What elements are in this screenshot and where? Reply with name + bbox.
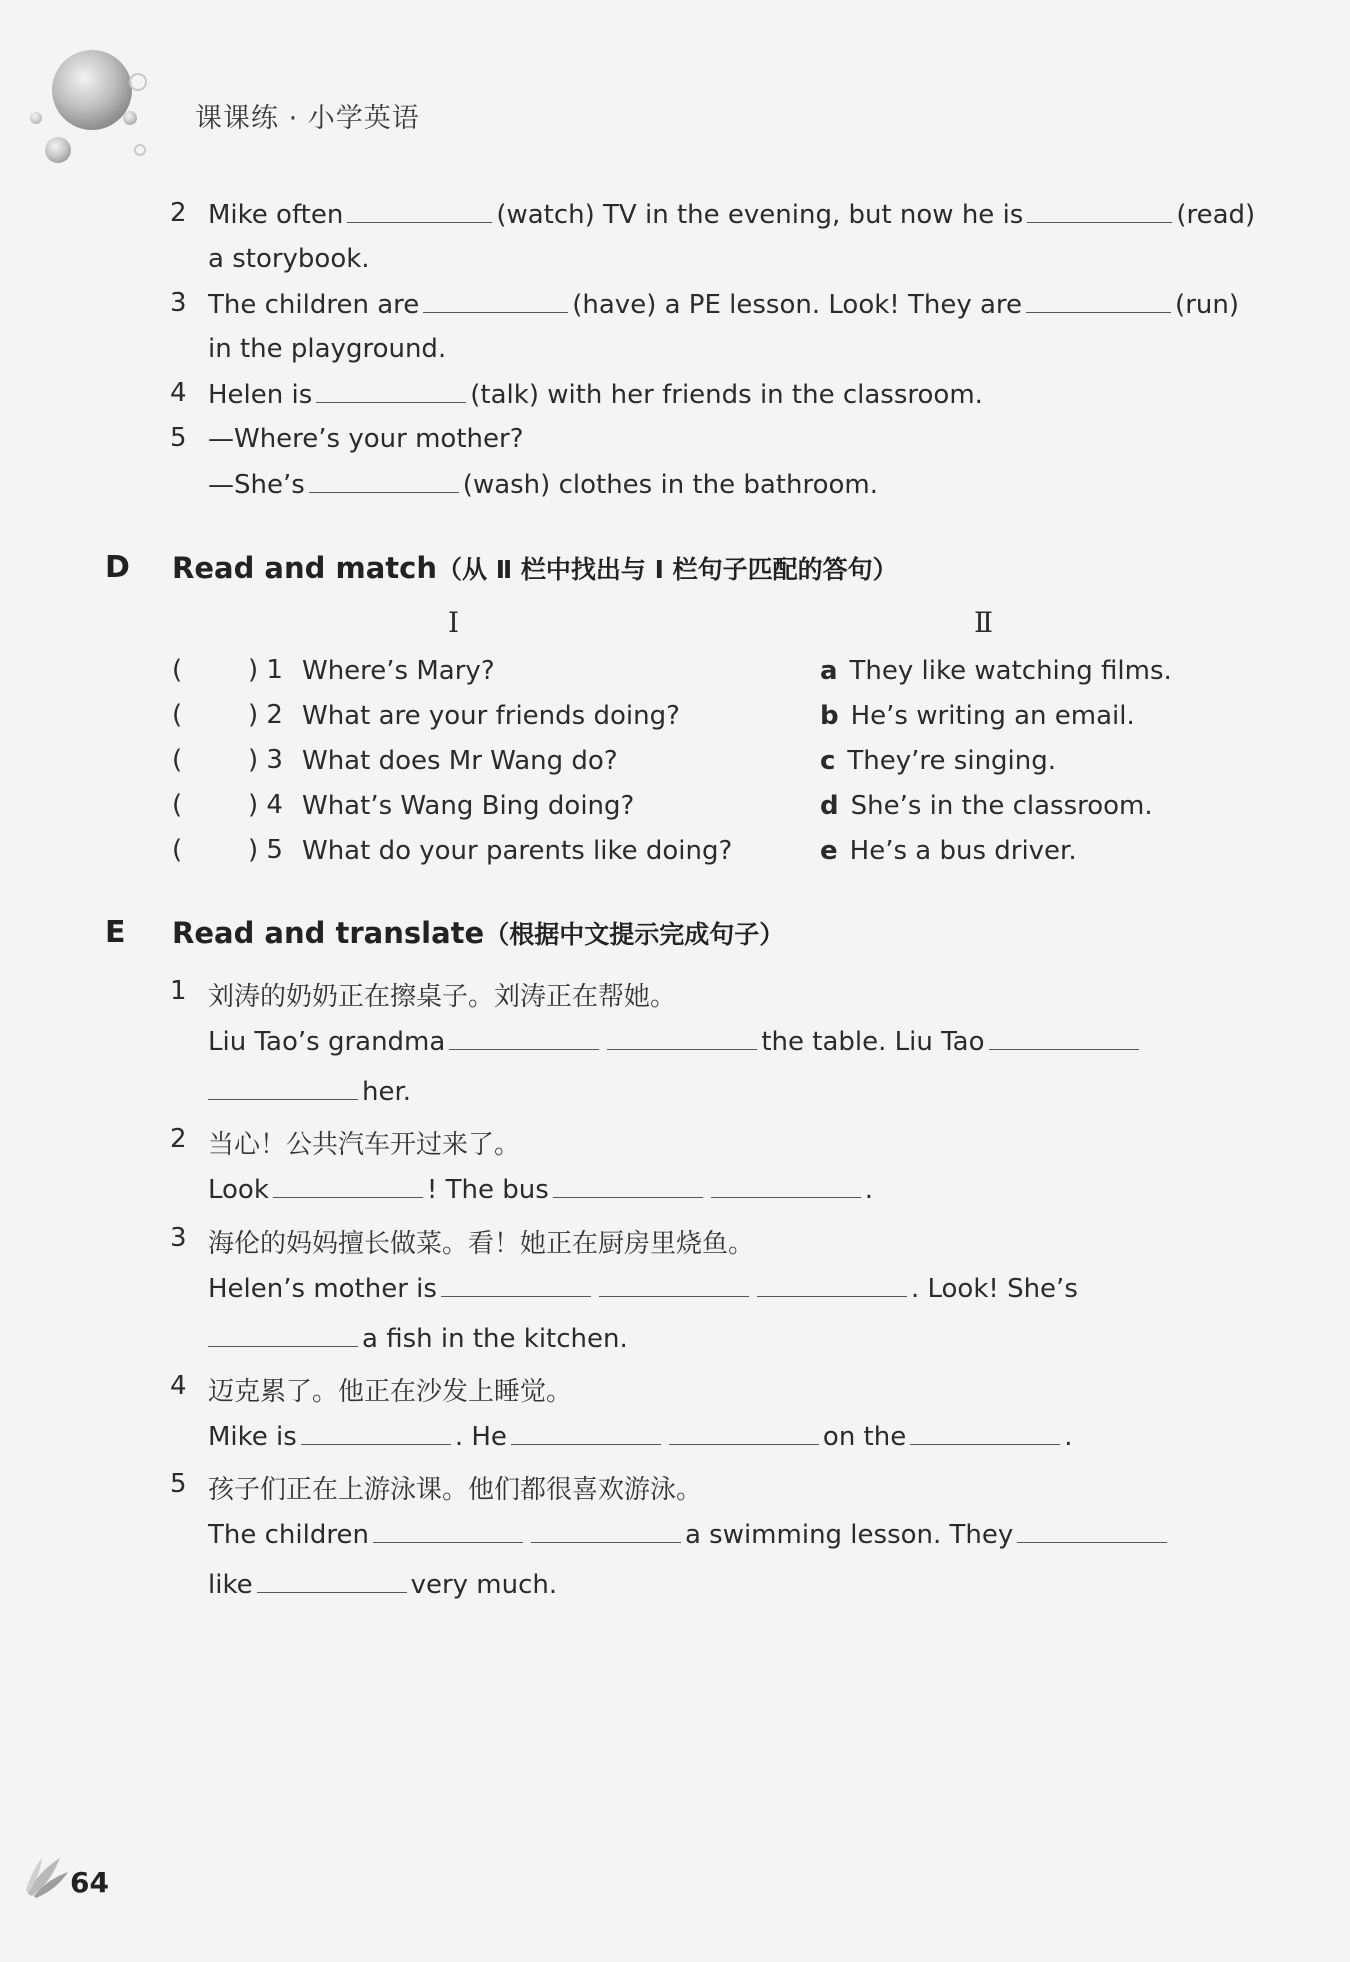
answer-paren-close: ) 4 [248, 790, 283, 820]
text-segment: Helen is [208, 380, 313, 410]
text-segment: (watch) TV in the evening, but now he is [496, 200, 1024, 230]
answer-letter: d [820, 791, 839, 821]
answer-letter: c [820, 746, 836, 776]
answer-blank[interactable] [1017, 1518, 1167, 1543]
section-letter: D [105, 550, 130, 585]
section-title-cn: （根据中文提示完成句子） [484, 920, 785, 949]
item-number: 4 [170, 1371, 187, 1401]
column-heading-1: Ⅰ [448, 606, 460, 639]
match-answer [820, 790, 1153, 822]
answer-paren-close: ) 1 [248, 655, 283, 685]
match-question: What does Mr Wang do? [302, 746, 618, 776]
section-title [172, 550, 898, 586]
answer-blank[interactable] [301, 1420, 451, 1445]
chinese-prompt: 孩子们正在上游泳课。他们都很喜欢游泳。 [208, 1475, 703, 1505]
text-segment: Liu Tao’s grandma [208, 1027, 446, 1057]
exercise-line [208, 1025, 1143, 1058]
text-segment: —She’s [208, 470, 305, 500]
answer-blank[interactable] [607, 1025, 757, 1050]
text-segment: her. [362, 1077, 412, 1107]
section-title-en: Read and match [172, 551, 437, 585]
text-segment: . [1064, 1422, 1073, 1452]
leaf-icon [24, 1850, 72, 1900]
text-segment: (wash) clothes in the bathroom. [462, 470, 879, 500]
chinese-prompt: 当心！公共汽车开过来了。 [208, 1130, 521, 1160]
section-title [172, 915, 784, 951]
match-answer [820, 700, 1135, 732]
item-number: 3 [170, 288, 187, 318]
text-segment: ! The bus [426, 1175, 549, 1205]
answer-blank[interactable] [208, 1075, 358, 1100]
answer-letter: a [820, 656, 838, 686]
match-question: What are your friends doing? [302, 701, 680, 731]
answer-paren-close: ) 2 [248, 700, 283, 730]
answer-paren-open: ( [172, 700, 183, 730]
answer-text: They’re singing. [847, 746, 1057, 776]
item-number: 3 [170, 1223, 187, 1253]
answer-blank[interactable] [910, 1420, 1060, 1445]
book-title: 课课练 · 小学英语 [195, 103, 420, 134]
answer-blank[interactable] [347, 198, 492, 223]
answer-text: He’s a bus driver. [849, 836, 1077, 866]
text-segment: in the playground. [208, 334, 447, 364]
answer-blank[interactable] [989, 1025, 1139, 1050]
chinese-prompt: 海伦的妈妈擅长做菜。看！她正在厨房里烧鱼。 [208, 1229, 755, 1259]
answer-text: They like watching films. [849, 656, 1172, 686]
text-segment: Mike often [208, 200, 344, 230]
answer-blank[interactable] [441, 1272, 591, 1297]
answer-blank[interactable] [669, 1420, 819, 1445]
text-segment: like [208, 1570, 253, 1600]
answer-text: He’s writing an email. [850, 701, 1135, 731]
exercise-line [208, 1420, 1073, 1453]
answer-blank[interactable] [423, 288, 568, 313]
section-title-en: Read and translate [172, 916, 485, 950]
page-number: 64 [70, 1866, 109, 1899]
answer-blank[interactable] [273, 1173, 423, 1198]
text-segment: Look [208, 1175, 269, 1205]
item-number: 5 [170, 1469, 187, 1499]
answer-paren-open: ( [172, 745, 183, 775]
answer-blank[interactable] [309, 468, 459, 493]
exercise-line [208, 198, 1255, 231]
answer-text: She’s in the classroom. [850, 791, 1153, 821]
match-answer [820, 745, 1056, 777]
answer-paren-close: ) 3 [248, 745, 283, 775]
chinese-prompt: 刘涛的奶奶正在擦桌子。刘涛正在帮她。 [208, 982, 677, 1012]
section-title-cn: （从 Ⅱ 栏中找出与 Ⅰ 栏句子匹配的答句） [436, 555, 898, 584]
answer-blank[interactable] [1027, 198, 1172, 223]
match-answer [820, 835, 1077, 867]
text-segment: . [864, 1175, 874, 1205]
text-segment: a swimming lesson. They [684, 1520, 1014, 1550]
exercise-line [208, 1568, 557, 1601]
item-number: 5 [170, 423, 187, 453]
exercise-line [208, 288, 1239, 321]
exercise-line [208, 468, 878, 501]
text-segment: a fish in the kitchen. [362, 1324, 628, 1354]
item-number: 2 [170, 198, 187, 228]
text-segment: (have) a PE lesson. Look! They are [572, 290, 1023, 320]
answer-blank[interactable] [316, 378, 466, 403]
answer-blank[interactable] [257, 1568, 407, 1593]
item-number: 1 [170, 976, 187, 1006]
text-segment: The children are [208, 290, 420, 320]
answer-paren-open: ( [172, 835, 183, 865]
answer-paren-open: ( [172, 790, 183, 820]
match-answer [820, 655, 1172, 687]
item-number: 4 [170, 378, 187, 408]
answer-blank[interactable] [449, 1025, 599, 1050]
answer-letter: b [820, 701, 839, 731]
match-question: Where’s Mary? [302, 656, 495, 686]
text-segment: (read) [1176, 200, 1256, 230]
text-segment: (talk) with her friends in the classroom. [470, 380, 983, 410]
answer-paren-close: ) 5 [248, 835, 283, 865]
bubble-decoration-icon [22, 46, 152, 176]
column-heading-2: Ⅱ [974, 606, 994, 639]
answer-blank[interactable] [511, 1420, 661, 1445]
answer-blank[interactable] [599, 1272, 749, 1297]
answer-blank[interactable] [531, 1518, 681, 1543]
chinese-prompt: 迈克累了。他正在沙发上睡觉。 [208, 1377, 573, 1407]
answer-blank[interactable] [373, 1518, 523, 1543]
item-number: 2 [170, 1124, 187, 1154]
text-segment: the table. Liu Tao [761, 1027, 985, 1057]
text-segment: . Look! She’s [910, 1274, 1078, 1304]
text-segment: The children [208, 1520, 369, 1550]
text-segment: —Where’s your mother? [208, 424, 524, 454]
answer-blank[interactable] [553, 1173, 703, 1198]
answer-letter: e [820, 836, 838, 866]
exercise-line [208, 1075, 411, 1108]
section-letter: E [105, 915, 126, 950]
text-segment: very much. [410, 1570, 558, 1600]
text-segment: (run) [1175, 290, 1239, 320]
exercise-line [208, 1173, 873, 1206]
text-segment: Mike is [208, 1422, 297, 1452]
exercise-line [208, 1272, 1078, 1305]
answer-blank[interactable] [757, 1272, 907, 1297]
answer-paren-open: ( [172, 655, 183, 685]
exercise-line [208, 1518, 1171, 1551]
answer-blank[interactable] [208, 1322, 358, 1347]
text-segment: Helen’s mother is [208, 1274, 437, 1304]
match-question: What do your parents like doing? [302, 836, 733, 866]
match-question: What’s Wang Bing doing? [302, 791, 635, 821]
exercise-line [208, 378, 983, 411]
answer-blank[interactable] [711, 1173, 861, 1198]
text-segment: . He [454, 1422, 507, 1452]
text-segment: a storybook. [208, 244, 370, 274]
text-segment: on the [822, 1422, 907, 1452]
exercise-line [208, 1322, 628, 1355]
answer-blank[interactable] [1026, 288, 1171, 313]
